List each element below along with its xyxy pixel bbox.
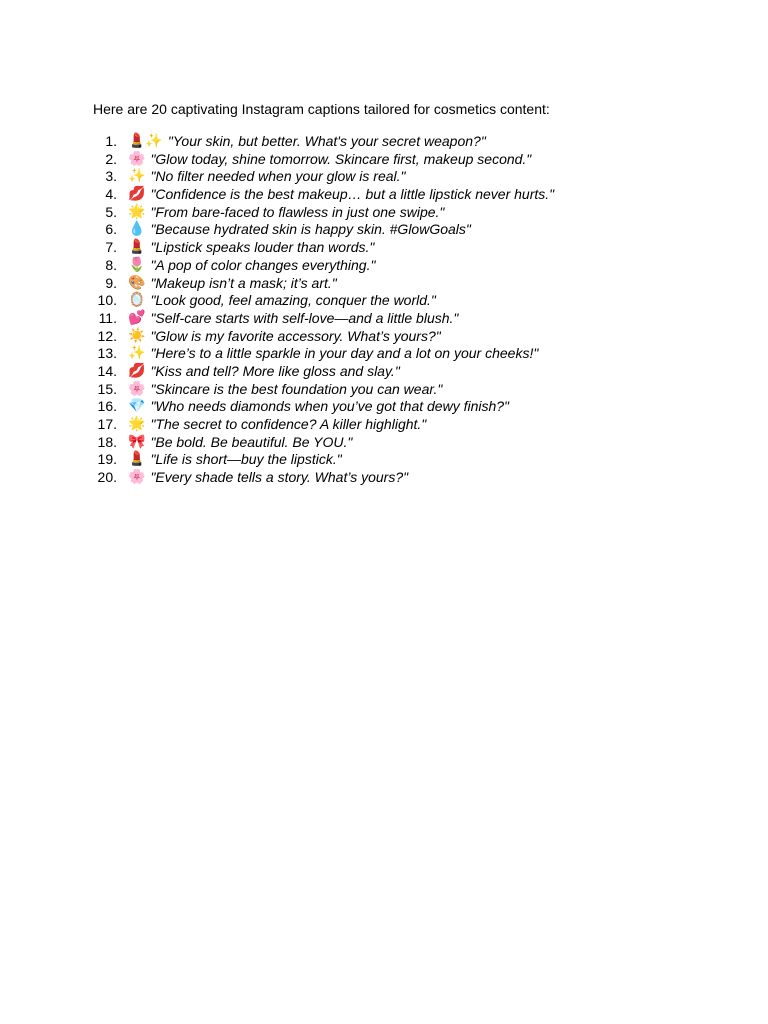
caption-text: "Makeup isn’t a mask; it’s art." — [150, 274, 337, 291]
caption-text: "Be bold. Be beautiful. Be YOU." — [150, 433, 353, 450]
caption-text: "Lipstick speaks louder than words." — [150, 239, 375, 256]
list-number: 6. — [105, 221, 117, 238]
caption-item — [93, 381, 554, 399]
emoji-icon: ✨ — [128, 345, 146, 362]
emoji-icon: 💋 — [128, 186, 146, 203]
caption-text: "Glow today, shine tomorrow. Skincare first, makeup second." — [150, 150, 532, 167]
caption-item — [93, 363, 554, 381]
caption-item — [93, 151, 554, 169]
list-number: 1. — [105, 133, 117, 149]
caption-list — [93, 133, 554, 487]
list-number: 19. — [97, 451, 117, 468]
list-number: 20. — [97, 469, 117, 486]
emoji-icon: 💕 — [128, 309, 146, 326]
caption-item — [93, 239, 554, 257]
emoji-icon: ☀️ — [128, 327, 146, 344]
list-number: 15. — [97, 380, 117, 397]
emoji-icon: 🌸 — [128, 150, 146, 167]
list-number: 3. — [105, 168, 117, 185]
caption-text: "Your skin, but better. What's your secret weapon?" — [167, 133, 486, 149]
caption-item — [93, 257, 554, 275]
emoji-icon: 🌸 — [128, 469, 146, 486]
emoji-icon: 🌷 — [128, 256, 146, 273]
caption-text: "Glow is my favorite accessory. What’s yours?" — [150, 327, 441, 344]
list-number: 7. — [105, 239, 117, 256]
emoji-icon: 💄 — [128, 451, 146, 468]
caption-item — [93, 469, 554, 487]
caption-item — [93, 221, 554, 239]
caption-item — [93, 204, 554, 222]
emoji-icon: 🪞 — [128, 292, 146, 309]
emoji-icon: 💄 — [128, 239, 146, 256]
list-number: 14. — [97, 362, 117, 379]
caption-item — [93, 168, 554, 186]
caption-text: "Self-care starts with self-love—and a little blush." — [150, 309, 459, 326]
caption-item — [93, 416, 554, 434]
list-number: 16. — [97, 398, 117, 415]
emoji-icon: 🌸 — [128, 380, 146, 397]
caption-item — [93, 451, 554, 469]
caption-item — [93, 434, 554, 452]
list-number: 17. — [97, 416, 117, 432]
list-number: 12. — [97, 327, 117, 344]
caption-text: "No filter needed when your glow is real." — [150, 168, 406, 185]
caption-item — [93, 133, 554, 151]
caption-item — [93, 275, 554, 293]
emoji-icon: 💋 — [128, 362, 146, 379]
list-number: 11. — [98, 309, 117, 326]
caption-item — [93, 310, 554, 328]
list-number: 4. — [105, 186, 117, 203]
caption-item — [93, 328, 554, 346]
emoji-icon: 💄✨ — [128, 133, 163, 149]
caption-text: "Skincare is the best foundation you can wear." — [150, 380, 443, 397]
caption-item — [93, 292, 554, 310]
caption-text: "Confidence is the best makeup… but a little lipstick never hurts." — [150, 186, 555, 203]
caption-item — [93, 186, 554, 204]
emoji-icon: 🌟 — [128, 416, 146, 432]
caption-item — [93, 345, 554, 363]
emoji-icon: ✨ — [128, 168, 146, 185]
list-number: 2. — [105, 150, 117, 167]
emoji-icon: 💧 — [128, 221, 146, 238]
list-number: 8. — [105, 256, 117, 273]
list-number: 5. — [105, 203, 117, 220]
caption-text: "Who needs diamonds when you’ve got that dewy finish?" — [150, 398, 510, 415]
emoji-icon: 🎀 — [128, 433, 146, 450]
caption-text: "The secret to confidence? A killer highlight." — [150, 416, 427, 432]
list-number: 18. — [97, 433, 117, 450]
list-number: 9. — [105, 274, 117, 291]
caption-text: "Kiss and tell? More like gloss and slay." — [150, 362, 400, 379]
caption-text: "Life is short—buy the lipstick." — [150, 451, 342, 468]
caption-text: "From bare-faced to flawless in just one swipe." — [150, 203, 445, 220]
list-number: 10. — [97, 292, 117, 309]
intro-paragraph: Here are 20 captivating Instagram captions tailored for cosmetics content: — [93, 101, 550, 117]
emoji-icon: 🌟 — [128, 203, 146, 220]
caption-text: "Every shade tells a story. What’s yours?" — [150, 469, 409, 486]
emoji-icon: 💎 — [128, 398, 146, 415]
caption-text: "Because hydrated skin is happy skin. #GlowGoals" — [150, 221, 471, 238]
caption-text: "Here’s to a little sparkle in your day and a lot on your cheeks!" — [150, 345, 539, 362]
caption-text: "A pop of color changes everything." — [150, 256, 376, 273]
caption-item — [93, 398, 554, 416]
caption-text: "Look good, feel amazing, conquer the world." — [150, 292, 436, 309]
list-number: 13. — [97, 345, 117, 362]
emoji-icon: 🎨 — [128, 274, 146, 291]
